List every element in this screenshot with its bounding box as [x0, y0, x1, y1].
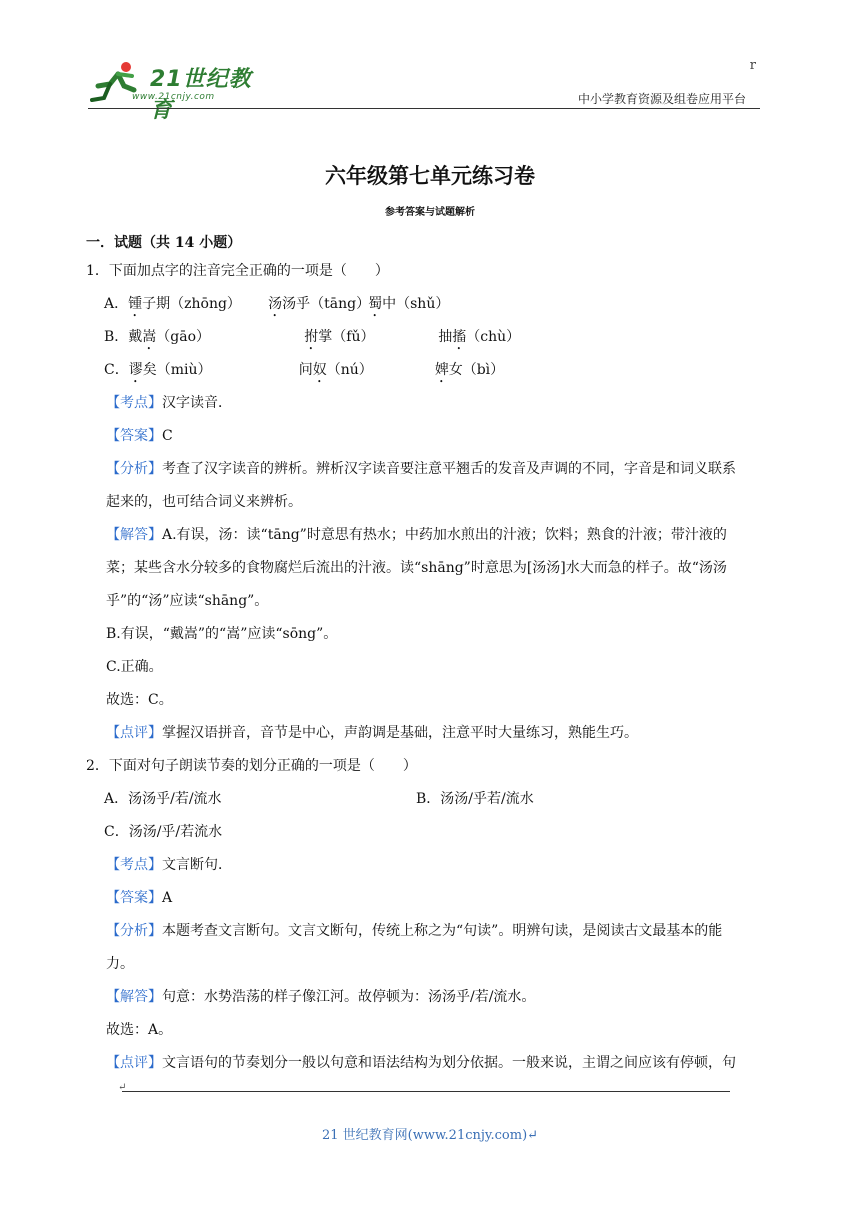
option-label: A． — [104, 296, 129, 312]
fenxi-tag: 【分析】 — [106, 461, 162, 477]
answer-tag: 【答案】 — [106, 428, 162, 444]
question-1-jieda-cont: 乎”的“汤”应读“shāng”。 — [106, 593, 269, 609]
platform-name: 中小学教育资源及组卷应用平台 — [577, 92, 746, 106]
page-header — [88, 58, 760, 123]
option-word: 汤汤乎（tāng） — [268, 296, 371, 312]
question-2-kaodian: 【考点】文言断句． — [106, 857, 232, 873]
section-heading: 一．试题（共 14 小题） — [86, 235, 242, 251]
question-2-answer: 【答案】A — [106, 890, 173, 906]
option-word: 问奴（nú） — [298, 362, 373, 378]
option-word: 锺子期（zhōng） — [128, 296, 241, 312]
footer-divider — [122, 1091, 730, 1092]
question-2-option-a: A．汤汤乎/若/流水 — [104, 791, 222, 807]
question-1-answer: 【答案】C — [106, 428, 173, 444]
page-title: 六年级第七单元练习卷 — [325, 164, 535, 188]
dianping-tag: 【点评】 — [106, 725, 162, 741]
question-1-option-b — [86, 321, 786, 354]
footer-link[interactable]: 21 世纪教育网(www.21cnjy.com)↵ — [321, 1128, 539, 1143]
header-divider — [88, 108, 760, 109]
question-1-kaodian: 【考点】汉字读音． — [106, 395, 232, 411]
dianping-tag: 【点评】 — [106, 1055, 162, 1071]
fenxi-tag: 【分析】 — [106, 923, 162, 939]
question-2-options-ab — [86, 783, 786, 816]
logo-text: 21世纪教育 — [150, 67, 252, 123]
kaodian-tag: 【考点】 — [106, 857, 162, 873]
question-2-dianping: 【点评】文言语句的节奏划分一般以句意和语法结构为划分依据。一般来说，主谓之间应该有停顿，句 — [106, 1055, 736, 1071]
question-1-jieda-cont: C.正确。 — [106, 659, 163, 675]
question-1-option-c — [86, 354, 786, 387]
content-body — [86, 231, 786, 1080]
kaodian-tag: 【考点】 — [106, 395, 162, 411]
question-2-option-c: C．汤汤/乎/若流水 — [104, 824, 223, 840]
jieda-tag: 【解答】 — [106, 527, 162, 543]
question-1-dianping: 【点评】掌握汉语拼音，音节是中心，声韵调是基础，注意平时大量练习，熟能生巧。 — [106, 725, 638, 741]
footer-return-mark: ↵ — [118, 1082, 127, 1093]
answer-tag: 【答案】 — [106, 890, 162, 906]
option-word: 拊掌（fǔ） — [304, 329, 375, 345]
question-2-jieda: 【解答】句意：水势浩荡的样子像江河。故停顿为：汤汤乎/若/流水。 — [106, 989, 536, 1005]
option-word: 蜀中（shǔ） — [368, 296, 450, 312]
question-1-jieda-cont: 菜；某些含水分较多的食物腐烂后流出的汁液。读“shāng”时意思为[汤汤]水大而急的样子。故“汤汤 — [106, 560, 727, 576]
question-2-fenxi-cont: 力。 — [106, 956, 134, 972]
jieda-tag: 【解答】 — [106, 989, 162, 1005]
question-1-fenxi: 【分析】考查了汉字读音的辨析。辨析汉字读音要注意平翘舌的发音及声调的不同，字音是和词义联系 — [106, 461, 736, 477]
question-2-option-b: B．汤汤/乎若/流水 — [416, 791, 534, 807]
question-1-choose: 故选：C。 — [106, 692, 173, 708]
question-1-option-a — [86, 288, 786, 321]
site-logo[interactable] — [88, 58, 268, 123]
logo-url: www.21cnjy.com — [132, 92, 215, 102]
option-word: 婢女（bì） — [434, 362, 505, 378]
question-2-fenxi: 【分析】本题考查文言断句。文言文断句，传统上称之为“句读”。明辨句读，是阅读古文最基本的能 — [106, 923, 723, 939]
corner-mark: r — [749, 58, 756, 73]
option-word: 谬矣（miù） — [128, 362, 212, 378]
question-1-fenxi-cont: 起来的，也可结合词义来辨析。 — [106, 494, 302, 510]
option-word: 戴嵩（gāo） — [128, 329, 211, 345]
option-label: B． — [104, 329, 129, 345]
option-label: C． — [104, 362, 129, 378]
question-2-choose: 故选：A。 — [106, 1022, 173, 1038]
question-2-stem: 2．下面对句子朗读节奏的划分正确的一项是（ ） — [86, 758, 417, 774]
page-subtitle: 参考答案与试题解析 — [385, 207, 475, 218]
option-word: 抽搐（chù） — [438, 329, 521, 345]
question-1-stem: 1．下面加点字的注音完全正确的一项是（ ） — [86, 263, 389, 279]
question-1-jieda: 【解答】A.有误，汤：读“tāng”时意思有热水；中药加水煎出的汁液；饮料；熟食的汁液；带汁液的 — [106, 527, 727, 543]
question-1-jieda-cont: B.有误，“戴嵩”的“嵩”应读“sōng”。 — [106, 626, 338, 642]
